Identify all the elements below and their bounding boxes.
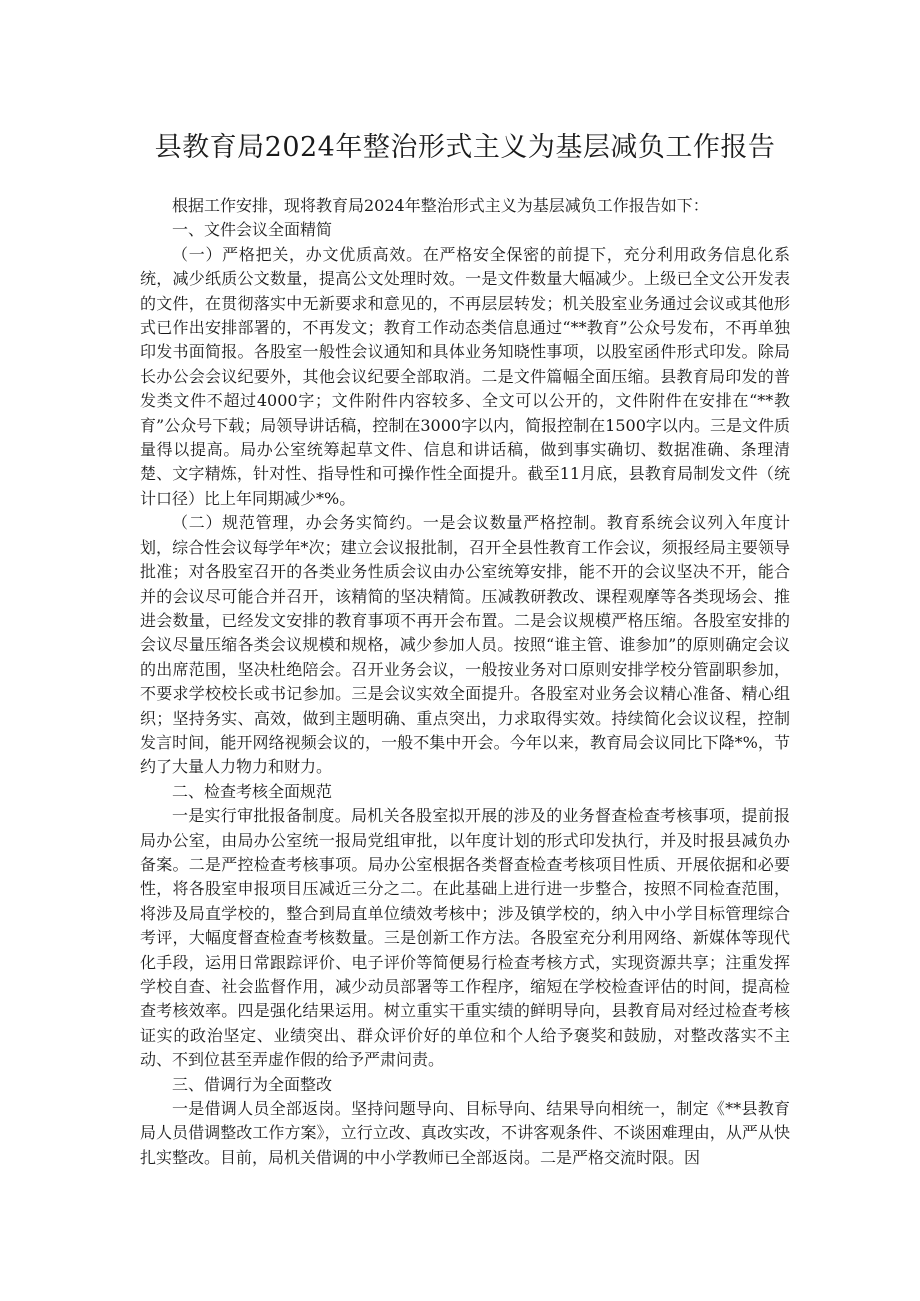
section-3-paragraph-1: 一是借调人员全部返岗。坚持问题导向、目标导向、结果导向相统一，制定《**县教育局人员借调整改工作方案》，立行立改、真改实改，不讲客观条件、不谈困难理由，从严从快扎实整改。目前，局机关借调的中小学教师已全部返岗。二是严格交流时限。因 <box>140 1099 790 1167</box>
section-2-paragraph-1: 一是实行审批报备制度。局机关各股室拟开展的涉及的业务督查检查考核事项，提前报局办公室，由局办公室统一报局党组审批，以年度计划的形式印发执行，并及时报县减负办备案。二是严控检查考核事项。局办公室根据各类督查检查考核项目性质、开展依据和必要性，将各股室申报项目压减近三分之二。在此基础上进行进一步整合，按照不同检查范围，将涉及局直学校的，整合到局直单位绩效考核中；涉及镇学校的，纳入中小学目标管理综合考评，大幅度督查检查考核数量。三是创新工作方法。各股室充分利用网络、新媒体等现代化手段，运用日常跟踪评价、电子评价等简便易行检查考核方式，实现资源共享；注重发挥学校自查、社会监督作用，减少动员部署等工作程序，缩短在学校检查评估的时间，提高检查考核效率。四是强化结果运用。树立重实干重实绩的鲜明导向，县教育局对经过检查考核证实的政治坚定、业绩突出、群众评价好的单位和个人给予褒奖和鼓励，对整改落实不主动、不到位甚至弄虚作假的给予严肃问责。 <box>140 806 790 1070</box>
section-1-heading: 一、文件会议全面精简 <box>172 220 333 240</box>
section-1-paragraph-2: （二）规范管理，办会务实简约。一是会议数量严格控制。教育系统会议列入年度计划，综合性会议每学年*次；建立会议报批制，召开全县性教育工作会议，须报经局主要领导批准；对各股室召开的各类业务性质会议由办公室统筹安排，能不开的会议坚决不开，能合并的会议尽可能合并召开，该精简的坚决精简。压减教研教改、课程观摩等各类现场会、推进会数量，已经发文安排的教育事项不再开会布置。二是会议规模严格压缩。各股室安排的会议尽量压缩各类会议规模和规格，减少参加人员。按照“谁主管、谁参加”的原则确定会议的出席范围，坚决杜绝陪会。召开业务会议，一般按业务对口原则安排学校分管副职参加，不要求学校校长或书记参加。三是会议实效全面提升。各股室对业务会议精心准备、精心组织；坚持务实、高效，做到主题明确、重点突出，力求取得实效。持续简化会议议程，控制发言时间，能开网络视频会议的，一般不集中开会。今年以来，教育局会议同比下降*%，节约了大量人力物力和财力。 <box>140 513 790 777</box>
section-3-heading: 三、借调行为全面整改 <box>172 1074 333 1094</box>
document-title: 县教育局2024年整治形式主义为基层减负工作报告 <box>154 132 776 163</box>
section-2-heading: 二、检查考核全面规范 <box>172 781 333 801</box>
intro-paragraph: 根据工作安排，现将教育局2024年整治形式主义为基层减负工作报告如下： <box>172 196 709 215</box>
section-1-paragraph-1: （一）严格把关，办文优质高效。在严格安全保密的前提下，充分利用政务信息化系统，减少纸质公文数量，提高公文处理时效。一是文件数量大幅减少。上级已全文公开发表的文件，在贯彻落实中无新要求和意见的，不再层层转发；机关股室业务通过会议或其他形式已作出安排部署的，不再发文；教育工作动态类信息通过“**教育”公众号发布，不再单独印发书面简报。各股室一般性会议通知和具体业务知晓性事项，以股室函件形式印发。除局长办公会会议纪要外，其他会议纪要全部取消。二是文件篇幅全面压缩。县教育局印发的普发类文件不超过4000字；文件附件内容较多、全文可以公开的，文件附件在安排在“**教育”公众号下载；局领导讲话稿，控制在3000字以内，简报控制在1500字以内。三是文件质量得以提高。局办公室统筹起草文件、信息和讲话稿，做到事实确切、数据准确、条理清楚、文字精炼，针对性、指导性和可操作性全面提升。截至11月底，县教育局制发文件（统计口径）比上年同期减少*%。 <box>140 244 790 508</box>
document-page <box>140 128 790 1170</box>
